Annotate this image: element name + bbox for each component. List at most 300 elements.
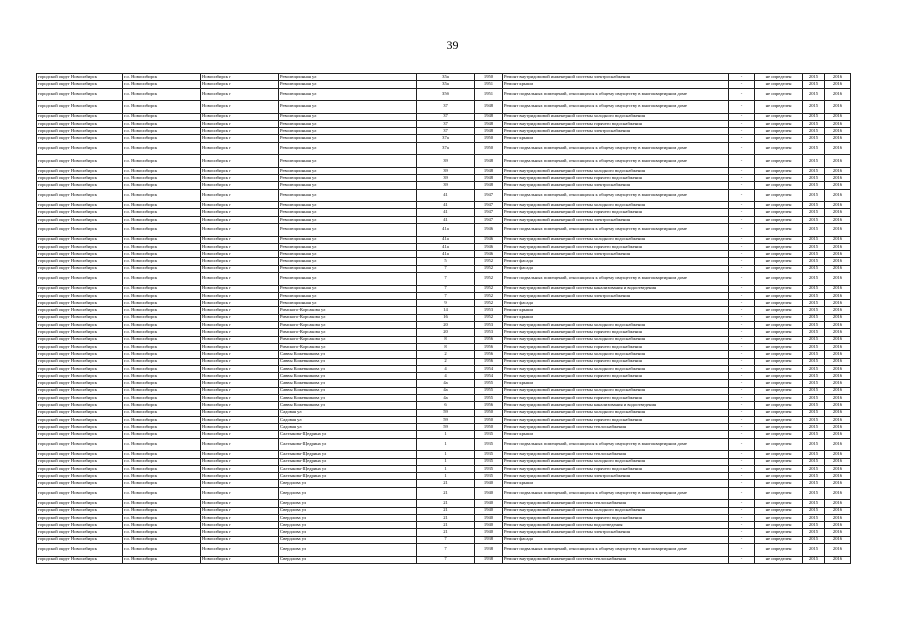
cell-work: Ремонт подвальных помещений, относящихся к общему имуществу в многоквартирном доме xyxy=(503,544,729,557)
cell-work: Ремонт подвальных помещений, относящихся к общему имуществу в многоквартирном доме xyxy=(503,142,729,155)
cell-end: 2016 xyxy=(825,113,851,120)
cell-work: Ремонт внутридомовой инженерной системы холодного водоснабжения xyxy=(503,458,729,465)
cell-basis: не определен xyxy=(755,438,803,451)
cell-start: 2015 xyxy=(803,395,825,402)
cell-settlement: г.о. Новосибирск xyxy=(123,522,201,529)
cell-work: Ремонт внутридомовой инженерной системы холодного водоснабжения xyxy=(503,202,729,209)
cell-end: 2016 xyxy=(825,473,851,480)
cell-work: Ремонт внутридомовой инженерной системы холодного водоснабжения xyxy=(503,113,729,120)
cell-district: городской округ Новосибирск xyxy=(37,182,123,189)
cell-year: 1952 xyxy=(475,285,503,292)
cell-settlement: г.о. Новосибирск xyxy=(123,265,201,272)
cell-year: 1938 xyxy=(475,556,503,563)
cell-start: 2015 xyxy=(803,424,825,431)
cell-start: 2015 xyxy=(803,431,825,438)
cell-flag: - xyxy=(729,343,755,350)
cell-flag: - xyxy=(729,182,755,189)
cell-house: 7 xyxy=(417,285,475,292)
cell-street: Саввы Кожевникова ул xyxy=(279,365,417,372)
cell-start: 2015 xyxy=(803,209,825,216)
table-row xyxy=(37,74,851,81)
cell-basis: не определен xyxy=(755,120,803,127)
cell-basis: не определен xyxy=(755,189,803,202)
cell-start: 2015 xyxy=(803,307,825,314)
cell-house: 7 xyxy=(417,544,475,557)
cell-district: городской округ Новосибирск xyxy=(37,507,123,514)
cell-end: 2016 xyxy=(825,292,851,299)
cell-start: 2015 xyxy=(803,74,825,81)
cell-flag: - xyxy=(729,236,755,243)
cell-district: городской округ Новосибирск xyxy=(37,142,123,155)
cell-flag: - xyxy=(729,74,755,81)
cell-end: 2016 xyxy=(825,101,851,114)
cell-settlement: г.о. Новосибирск xyxy=(123,458,201,465)
table-row xyxy=(37,358,851,365)
cell-year: 1948 xyxy=(475,101,503,114)
cell-flag: - xyxy=(729,322,755,329)
cell-district: городской округ Новосибирск xyxy=(37,135,123,142)
cell-flag: - xyxy=(729,507,755,514)
cell-house: 41 xyxy=(417,202,475,209)
cell-start: 2015 xyxy=(803,500,825,507)
cell-start: 2015 xyxy=(803,292,825,299)
cell-district: городской округ Новосибирск xyxy=(37,113,123,120)
cell-year: 1946 xyxy=(475,236,503,243)
cell-district: городской округ Новосибирск xyxy=(37,202,123,209)
cell-work: Ремонт крыши xyxy=(503,307,729,314)
cell-basis: не определен xyxy=(755,536,803,543)
cell-house: 1 xyxy=(417,458,475,465)
cell-settlement: г.о. Новосибирск xyxy=(123,113,201,120)
cell-house: 1 xyxy=(417,431,475,438)
cell-start: 2015 xyxy=(803,265,825,272)
cell-year: 1953 xyxy=(475,307,503,314)
cell-settlement: г.о. Новосибирск xyxy=(123,202,201,209)
cell-start: 2015 xyxy=(803,487,825,500)
cell-house: 9 xyxy=(417,300,475,307)
cell-year: 1948 xyxy=(475,175,503,182)
cell-city: Новосибирск г xyxy=(201,300,279,307)
cell-settlement: г.о. Новосибирск xyxy=(123,314,201,321)
table-row xyxy=(37,465,851,472)
cell-district: городской округ Новосибирск xyxy=(37,120,123,127)
cell-district: городской округ Новосибирск xyxy=(37,416,123,423)
cell-house: 41 xyxy=(417,216,475,223)
cell-street: Революционная ул xyxy=(279,224,417,237)
cell-street: Римского-Корсакова ул xyxy=(279,343,417,350)
cell-work: Ремонт внутридомовой инженерной системы электроснабжения xyxy=(503,128,729,135)
cell-house: 39 xyxy=(417,182,475,189)
table-row xyxy=(37,556,851,563)
cell-street: Салтыкова-Щедрина ул xyxy=(279,451,417,458)
cell-end: 2016 xyxy=(825,216,851,223)
cell-basis: не определен xyxy=(755,167,803,174)
cell-district: городской округ Новосибирск xyxy=(37,351,123,358)
cell-settlement: г.о. Новосибирск xyxy=(123,120,201,127)
cell-basis: не определен xyxy=(755,544,803,557)
cell-house: 37 xyxy=(417,120,475,127)
cell-start: 2015 xyxy=(803,258,825,265)
cell-end: 2016 xyxy=(825,135,851,142)
cell-settlement: г.о. Новосибирск xyxy=(123,416,201,423)
cell-year: 1948 xyxy=(475,155,503,168)
cell-year: 1954 xyxy=(475,365,503,372)
cell-settlement: г.о. Новосибирск xyxy=(123,251,201,258)
cell-basis: не определен xyxy=(755,395,803,402)
cell-city: Новосибирск г xyxy=(201,216,279,223)
cell-settlement: г.о. Новосибирск xyxy=(123,380,201,387)
cell-basis: не определен xyxy=(755,358,803,365)
cell-flag: - xyxy=(729,314,755,321)
cell-start: 2015 xyxy=(803,351,825,358)
cell-end: 2016 xyxy=(825,182,851,189)
cell-district: городской округ Новосибирск xyxy=(37,175,123,182)
cell-basis: не определен xyxy=(755,236,803,243)
cell-city: Новосибирск г xyxy=(201,458,279,465)
table-row xyxy=(37,81,851,88)
cell-start: 2015 xyxy=(803,182,825,189)
cell-year: 1935 xyxy=(475,451,503,458)
cell-street: Римского-Корсакова ул xyxy=(279,322,417,329)
cell-city: Новосибирск г xyxy=(201,343,279,350)
cell-end: 2016 xyxy=(825,431,851,438)
cell-house: 4а xyxy=(417,387,475,394)
cell-year: 1952 xyxy=(475,314,503,321)
table-row xyxy=(37,514,851,521)
cell-flag: - xyxy=(729,473,755,480)
cell-flag: - xyxy=(729,258,755,265)
cell-end: 2016 xyxy=(825,189,851,202)
table-row xyxy=(37,480,851,487)
cell-street: Римского-Корсакова ул xyxy=(279,329,417,336)
table-row xyxy=(37,351,851,358)
cell-city: Новосибирск г xyxy=(201,358,279,365)
cell-flag: - xyxy=(729,438,755,451)
cell-city: Новосибирск г xyxy=(201,120,279,127)
cell-district: городской округ Новосибирск xyxy=(37,155,123,168)
cell-basis: не определен xyxy=(755,522,803,529)
cell-house: 8 xyxy=(417,343,475,350)
cell-basis: не определен xyxy=(755,113,803,120)
cell-start: 2015 xyxy=(803,175,825,182)
table-row xyxy=(37,88,851,101)
cell-flag: - xyxy=(729,101,755,114)
cell-street: Свердлова ул xyxy=(279,522,417,529)
cell-basis: не определен xyxy=(755,514,803,521)
cell-end: 2016 xyxy=(825,451,851,458)
cell-street: Революционная ул xyxy=(279,88,417,101)
cell-city: Новосибирск г xyxy=(201,265,279,272)
cell-end: 2016 xyxy=(825,351,851,358)
table-row xyxy=(37,458,851,465)
cell-year: 1947 xyxy=(475,202,503,209)
cell-settlement: г.о. Новосибирск xyxy=(123,395,201,402)
cell-district: городской округ Новосибирск xyxy=(37,409,123,416)
cell-year: 1940 xyxy=(475,487,503,500)
cell-settlement: г.о. Новосибирск xyxy=(123,209,201,216)
cell-start: 2015 xyxy=(803,236,825,243)
table-row xyxy=(37,216,851,223)
table-row xyxy=(37,343,851,350)
cell-street: Свердлова ул xyxy=(279,500,417,507)
cell-work: Ремонт внутридомовой инженерной системы горячего водоснабжения xyxy=(503,416,729,423)
cell-settlement: г.о. Новосибирск xyxy=(123,387,201,394)
cell-year: 1951 xyxy=(475,81,503,88)
cell-street: Салтыкова-Щедрина ул xyxy=(279,438,417,451)
cell-year: 1935 xyxy=(475,465,503,472)
table-row xyxy=(37,273,851,286)
cell-city: Новосибирск г xyxy=(201,556,279,563)
cell-settlement: г.о. Новосибирск xyxy=(123,243,201,250)
cell-flag: - xyxy=(729,365,755,372)
cell-street: Салтыкова-Щедрина ул xyxy=(279,465,417,472)
cell-year: 1950 xyxy=(475,409,503,416)
cell-city: Новосибирск г xyxy=(201,236,279,243)
cell-end: 2016 xyxy=(825,209,851,216)
cell-basis: не определен xyxy=(755,480,803,487)
cell-city: Новосибирск г xyxy=(201,74,279,81)
cell-work: Ремонт внутридомовой инженерной системы холодного водоснабжения xyxy=(503,507,729,514)
cell-end: 2016 xyxy=(825,358,851,365)
table-row xyxy=(37,285,851,292)
table-row xyxy=(37,431,851,438)
cell-work: Ремонт внутридомовой инженерной системы электроснабжения xyxy=(503,529,729,536)
cell-city: Новосибирск г xyxy=(201,243,279,250)
cell-end: 2016 xyxy=(825,343,851,350)
cell-district: городской округ Новосибирск xyxy=(37,556,123,563)
cell-year: 1955 xyxy=(475,395,503,402)
cell-end: 2016 xyxy=(825,336,851,343)
cell-city: Новосибирск г xyxy=(201,500,279,507)
table-row xyxy=(37,101,851,114)
cell-work: Ремонт фасада xyxy=(503,536,729,543)
cell-district: городской округ Новосибирск xyxy=(37,438,123,451)
cell-house: 1 xyxy=(417,465,475,472)
cell-work: Ремонт внутридомовой инженерной системы электроснабжения xyxy=(503,74,729,81)
cell-flag: - xyxy=(729,500,755,507)
cell-settlement: г.о. Новосибирск xyxy=(123,514,201,521)
cell-flag: - xyxy=(729,522,755,529)
cell-work: Ремонт внутридомовой инженерной системы теплоснабжения xyxy=(503,500,729,507)
cell-settlement: г.о. Новосибирск xyxy=(123,451,201,458)
cell-city: Новосибирск г xyxy=(201,416,279,423)
cell-district: городской округ Новосибирск xyxy=(37,487,123,500)
cell-year: 1952 xyxy=(475,265,503,272)
cell-district: городской округ Новосибирск xyxy=(37,236,123,243)
cell-flag: - xyxy=(729,402,755,409)
cell-street: Свердлова ул xyxy=(279,507,417,514)
cell-work: Ремонт внутридомовой инженерной системы теплоснабжения xyxy=(503,424,729,431)
cell-work: Ремонт крыши xyxy=(503,380,729,387)
cell-street: Свердлова ул xyxy=(279,536,417,543)
cell-settlement: г.о. Новосибирск xyxy=(123,292,201,299)
table-row xyxy=(37,365,851,372)
cell-end: 2016 xyxy=(825,224,851,237)
cell-end: 2016 xyxy=(825,285,851,292)
cell-city: Новосибирск г xyxy=(201,473,279,480)
cell-city: Новосибирск г xyxy=(201,514,279,521)
cell-district: городской округ Новосибирск xyxy=(37,387,123,394)
cell-end: 2016 xyxy=(825,300,851,307)
cell-street: Саввы Кожевникова ул xyxy=(279,402,417,409)
cell-settlement: г.о. Новосибирск xyxy=(123,88,201,101)
cell-flag: - xyxy=(729,380,755,387)
cell-basis: не определен xyxy=(755,155,803,168)
cell-work: Ремонт внутридомовой инженерной системы горячего водоснабжения xyxy=(503,514,729,521)
cell-year: 1952 xyxy=(475,273,503,286)
cell-settlement: г.о. Новосибирск xyxy=(123,536,201,543)
cell-start: 2015 xyxy=(803,189,825,202)
cell-settlement: г.о. Новосибирск xyxy=(123,358,201,365)
cell-house: 4 xyxy=(417,365,475,372)
cell-start: 2015 xyxy=(803,336,825,343)
cell-start: 2015 xyxy=(803,101,825,114)
cell-house: 37 xyxy=(417,101,475,114)
cell-end: 2016 xyxy=(825,88,851,101)
cell-flag: - xyxy=(729,458,755,465)
cell-flag: - xyxy=(729,387,755,394)
cell-flag: - xyxy=(729,409,755,416)
cell-district: городской округ Новосибирск xyxy=(37,336,123,343)
cell-city: Новосибирск г xyxy=(201,142,279,155)
cell-work: Ремонт фасада xyxy=(503,300,729,307)
cell-end: 2016 xyxy=(825,514,851,521)
cell-year: 1948 xyxy=(475,128,503,135)
cell-flag: - xyxy=(729,251,755,258)
cell-year: 1947 xyxy=(475,216,503,223)
cell-end: 2016 xyxy=(825,373,851,380)
cell-work: Ремонт подвальных помещений, относящихся к общему имуществу в многоквартирном доме xyxy=(503,101,729,114)
table-row xyxy=(37,451,851,458)
cell-settlement: г.о. Новосибирск xyxy=(123,507,201,514)
table-row xyxy=(37,500,851,507)
table-row xyxy=(37,387,851,394)
cell-start: 2015 xyxy=(803,465,825,472)
cell-year: 1946 xyxy=(475,243,503,250)
cell-district: городской округ Новосибирск xyxy=(37,465,123,472)
cell-basis: не определен xyxy=(755,314,803,321)
cell-start: 2015 xyxy=(803,142,825,155)
table-row xyxy=(37,416,851,423)
cell-work: Ремонт внутридомовой инженерной системы горячего водоснабжения xyxy=(503,209,729,216)
cell-city: Новосибирск г xyxy=(201,329,279,336)
cell-house: 21 xyxy=(417,529,475,536)
cell-house: 7 xyxy=(417,273,475,286)
cell-basis: не определен xyxy=(755,329,803,336)
cell-flag: - xyxy=(729,529,755,536)
cell-house: 4 xyxy=(417,373,475,380)
cell-street: Свердлова ул xyxy=(279,529,417,536)
cell-house: 7 xyxy=(417,556,475,563)
cell-settlement: г.о. Новосибирск xyxy=(123,556,201,563)
cell-house: 21 xyxy=(417,487,475,500)
cell-start: 2015 xyxy=(803,167,825,174)
cell-basis: не определен xyxy=(755,128,803,135)
table-row xyxy=(37,473,851,480)
cell-street: Революционная ул xyxy=(279,243,417,250)
cell-district: городской округ Новосибирск xyxy=(37,88,123,101)
cell-street: Римского-Корсакова ул xyxy=(279,336,417,343)
cell-basis: не определен xyxy=(755,224,803,237)
cell-end: 2016 xyxy=(825,465,851,472)
cell-house: 35а xyxy=(417,74,475,81)
cell-work: Ремонт внутридомовой инженерной системы горячего водоснабжения xyxy=(503,395,729,402)
cell-basis: не определен xyxy=(755,387,803,394)
cell-street: Саввы Кожевникова ул xyxy=(279,395,417,402)
cell-city: Новосибирск г xyxy=(201,273,279,286)
cell-basis: не определен xyxy=(755,258,803,265)
cell-house: 41а xyxy=(417,243,475,250)
cell-start: 2015 xyxy=(803,243,825,250)
cell-basis: не определен xyxy=(755,307,803,314)
table-row xyxy=(37,292,851,299)
cell-city: Новосибирск г xyxy=(201,365,279,372)
cell-settlement: г.о. Новосибирск xyxy=(123,258,201,265)
cell-settlement: г.о. Новосибирск xyxy=(123,409,201,416)
table-row xyxy=(37,258,851,265)
cell-basis: не определен xyxy=(755,273,803,286)
cell-flag: - xyxy=(729,142,755,155)
cell-end: 2016 xyxy=(825,409,851,416)
cell-basis: не определен xyxy=(755,529,803,536)
cell-flag: - xyxy=(729,487,755,500)
cell-district: городской округ Новосибирск xyxy=(37,480,123,487)
table-row xyxy=(37,380,851,387)
cell-district: городской округ Новосибирск xyxy=(37,514,123,521)
cell-district: городской округ Новосибирск xyxy=(37,529,123,536)
cell-settlement: г.о. Новосибирск xyxy=(123,300,201,307)
table-row xyxy=(37,251,851,258)
cell-work: Ремонт внутридомовой инженерной системы горячего водоснабжения xyxy=(503,343,729,350)
cell-start: 2015 xyxy=(803,514,825,521)
cell-city: Новосибирск г xyxy=(201,487,279,500)
cell-street: Свердлова ул xyxy=(279,514,417,521)
cell-work: Ремонт внутридомовой инженерной системы теплоснабжения xyxy=(503,556,729,563)
cell-settlement: г.о. Новосибирск xyxy=(123,480,201,487)
cell-basis: не определен xyxy=(755,343,803,350)
cell-year: 1950 xyxy=(475,416,503,423)
cell-district: городской округ Новосибирск xyxy=(37,209,123,216)
cell-work: Ремонт внутридомовой инженерной системы холодного водоснабжения xyxy=(503,409,729,416)
cell-basis: не определен xyxy=(755,243,803,250)
cell-year: 1940 xyxy=(475,514,503,521)
cell-end: 2016 xyxy=(825,402,851,409)
cell-settlement: г.о. Новосибирск xyxy=(123,167,201,174)
cell-settlement: г.о. Новосибирск xyxy=(123,343,201,350)
cell-work: Ремонт внутридомовой инженерной системы теплоснабжения xyxy=(503,451,729,458)
cell-flag: - xyxy=(729,300,755,307)
cell-house: 7 xyxy=(417,292,475,299)
cell-house: 1 xyxy=(417,451,475,458)
cell-flag: - xyxy=(729,128,755,135)
cell-house: 5 xyxy=(417,258,475,265)
cell-street: Садовая ул xyxy=(279,416,417,423)
cell-flag: - xyxy=(729,480,755,487)
cell-street: Революционная ул xyxy=(279,251,417,258)
cell-work: Ремонт внутридомовой инженерной системы электроснабжения xyxy=(503,292,729,299)
cell-settlement: г.о. Новосибирск xyxy=(123,285,201,292)
cell-house: 37 xyxy=(417,113,475,120)
cell-basis: не определен xyxy=(755,292,803,299)
cell-street: Саввы Кожевникова ул xyxy=(279,387,417,394)
cell-end: 2016 xyxy=(825,500,851,507)
cell-district: городской округ Новосибирск xyxy=(37,373,123,380)
cell-city: Новосибирск г xyxy=(201,402,279,409)
cell-work: Ремонт внутридомовой инженерной системы горячего водоснабжения xyxy=(503,120,729,127)
cell-end: 2016 xyxy=(825,507,851,514)
cell-city: Новосибирск г xyxy=(201,251,279,258)
cell-city: Новосибирск г xyxy=(201,128,279,135)
